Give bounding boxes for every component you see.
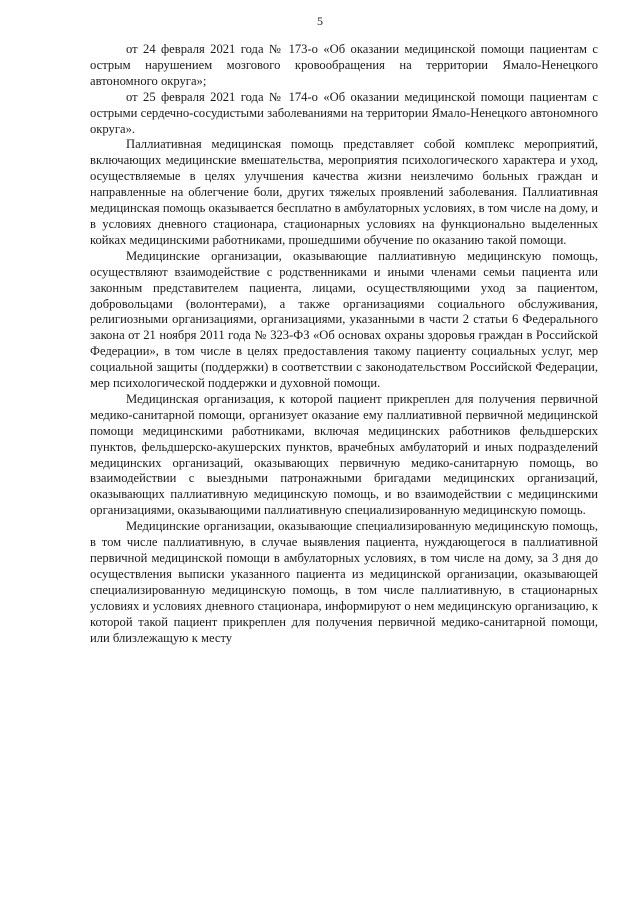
paragraph-order-173: от 24 февраля 2021 года № 173-о «Об оказании медицинской помощи пациентам с острым нарушением мозгового кровообращения на территории Ямало-Ненецкого автономного округа»;: [90, 42, 598, 88]
paragraph-organizations-interaction: Медицинские организации, оказывающие паллиативную медицинскую помощь, осуществляют взаимодействие с родственниками и иными членами семьи пациента или законным представителем пациента, лицами, осуществляющими уход за пациентом, добровольцами (волонтерами), а также организациями социального обслуживания, религиозными организациями, организациями, указанными в части 2 статьи 6 Федерального закона от 21 ноября 2011 года № 323-ФЗ «Об основах охраны здоровья граждан в Российской Федерации», в том числе в целях предоставления такому пациенту социальных услуг, мер социальной защиты (поддержки) в соответствии с законодательством Российской Федерации, мер психологической поддержки и духовной помощи.: [90, 248, 598, 391]
paragraph-primary-care-organization: Медицинская организация, к которой пациент прикреплен для получения первичной медико-санитарной помощи, организует оказание ему паллиативной первичной медицинской помощи медицинскими работниками, включая медицинских работников фельдшерских пунктов, фельдшерско-акушерских пунктов, врачебных амбулаторий и иных подразделений медицинских организаций, оказывающих первичную медико-санитарную помощь, во взаимодействии с выездными патронажными бригадами медицинских организаций, оказывающих паллиативную медицинскую помощь, и во взаимодействии с медицинскими организациями, оказывающими паллиативную специализированную медицинскую помощь.: [90, 391, 598, 518]
document-body: [90, 42, 598, 646]
paragraph-palliative-definition: Паллиативная медицинская помощь представляет собой комплекс мероприятий, включающих медицинские вмешательства, мероприятия психологического характера и уход, осуществляемые в целях улучшения качества жизни неизлечимо больных граждан и направленные на облегчение боли, других тяжелых проявлений заболевания. Паллиативная медицинская помощь оказывается бесплатно в амбулаторных условиях, в том числе на дому, и в условиях дневного стационара, стационарных условиях на функционально выделенных койках медицинскими работниками, прошедшими обучение по оказанию такой помощи.: [90, 137, 598, 247]
paragraph-order-174: от 25 февраля 2021 года № 174-о «Об оказании медицинской помощи пациентам с острыми сердечно-сосудистыми заболеваниями на территории Ямало-Ненецкого автономного округа».: [90, 89, 598, 136]
page-number: 5: [317, 14, 323, 28]
paragraph-specialized-care: Медицинские организации, оказывающие специализированную медицинскую помощь, в том числе паллиативную, в случае выявления пациента, нуждающегося в паллиативной первичной медицинской помощи в амбулаторных условиях, в том числе на дому, за 3 дня до осуществления выписки указанного пациента из медицинской организации, оказывающей специализированную медицинскую помощь, в том числе паллиативную, в стационарных условиях и условиях дневного стационара, информируют о нем медицинскую организацию, к которой такой пациент прикреплен для получения первичной медико-санитарной помощи, или близлежащую к месту: [90, 519, 598, 645]
